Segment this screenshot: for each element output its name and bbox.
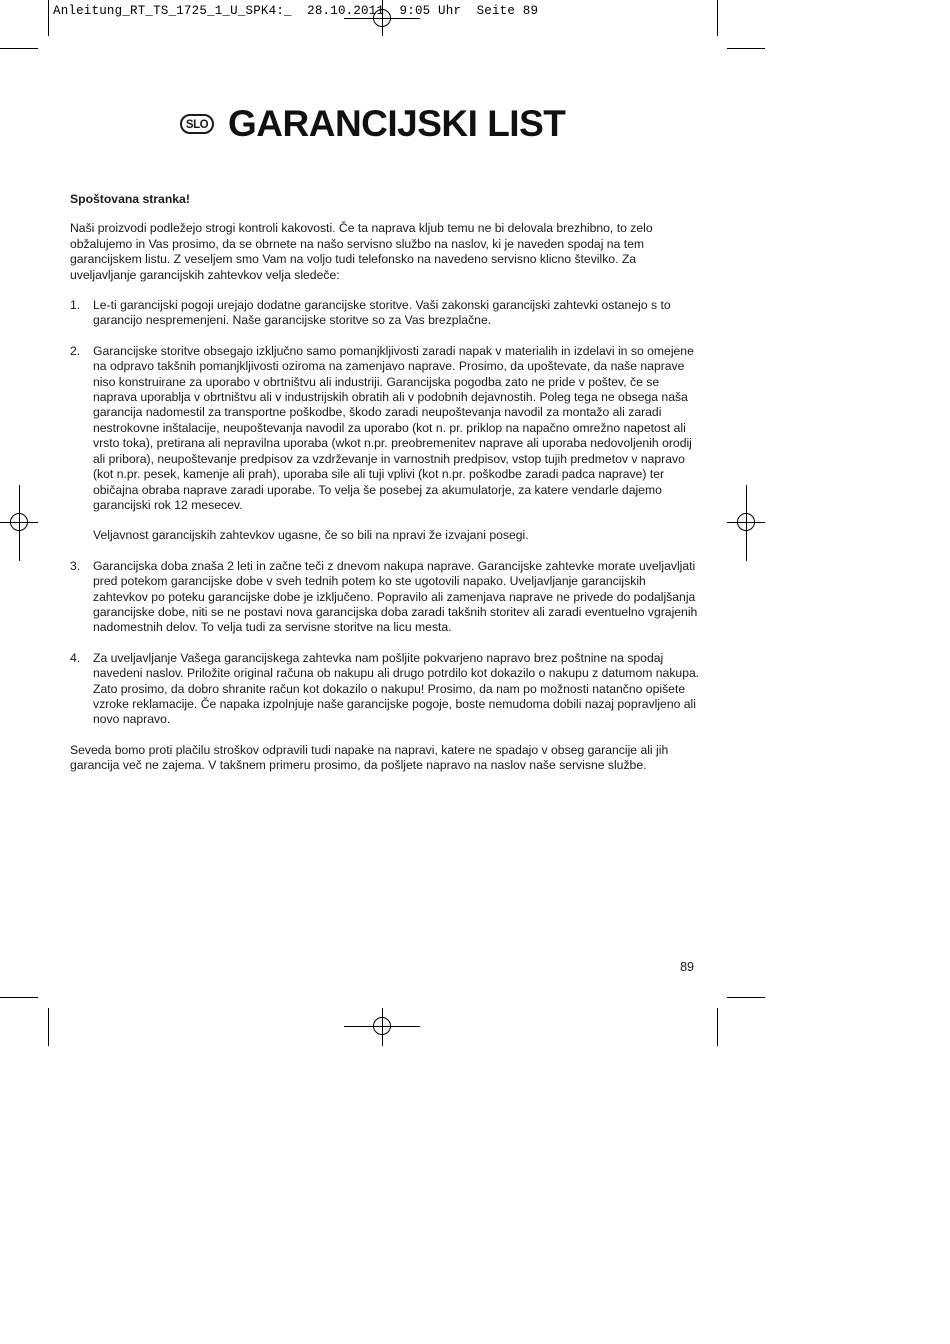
list-item: [70, 298, 702, 329]
registration-circle: [373, 1017, 391, 1035]
crop-mark: [48, 1008, 49, 1046]
crop-mark: [48, 0, 49, 36]
list-item: [70, 344, 702, 544]
list-item-number: 4.: [70, 650, 81, 665]
greeting: Spoštovana stranka!: [70, 192, 190, 206]
crop-mark: [717, 0, 718, 36]
intro-paragraph: Naši proizvodi podležejo strogi kontroli kakovosti. Če ta naprava kljub temu ne bi delovala brezhibno, to zelo obžalujemo in Vas prosimo, da se obrnete na našo servisno službo na naslov, ki je naveden spodaj na tem garancijskem listu. Z veseljem smo Vam na voljo tudi telefonsko na navedeno servisno klicno številko. Za uveljavljanje garancijskih zahtevkov velja sledeče:: [70, 221, 653, 282]
list-item-text: Le-ti garancijski pogoji urejajo dodatne garancijske storitve. Vaši zakonski garancijski zahtevki ostanejo s to garancijo nespremenjeni. Naše garancijske storitve so za Vas brezplačne.: [93, 298, 671, 328]
page-number: 89: [680, 960, 694, 974]
warranty-terms-list: [70, 298, 702, 728]
crop-mark: [717, 1008, 718, 1046]
list-item: [70, 651, 702, 728]
closing-paragraph: Seveda bomo proti plačilu stroškov odpravili tudi napake na napravi, katere ne spadajo v obseg garancije ali jih garancija več ne zajema. V takšnem primeru prosimo, da pošljete napravo na naslov naše servisne službe.: [70, 742, 669, 773]
warranty-content: [70, 192, 702, 774]
registration-circle: [737, 513, 755, 531]
list-item-text: Garancijske storitve obsegajo izključno samo pomanjkljivosti zaradi napak v materialih in izdelavi in so omejene na odpravo takšnih pomanjkljivosti oziroma na zamenjavo naprave. Prosimo, da upoštevate, da naše naprave niso konstruirane za uporabo v obrtništvu ali industriji. Garancijska pogodba zato ne pride v poštev, če se naprava uporablja v obrtništvu ali v industrijskih obratih ali v podobnih dejavnostih. Poleg tega ne obsega naša garancija nadomestil za transportne poškodbe, škodo zaradi neupoštevanja navodil za montažo ali zaradi nestrokovne inštalacije, neupoštevanja navodil za uporabo (kot n. pr. priklop na napačno omrežno napetost ali vrsto toka), pretirana ali nepravilna uporaba (wkot n.pr. preobremenitev naprave ali uporaba nedovoljenih orodij ali pribora), neupoštevanje predpisov za vzdrževanje in varnostnih predpisov, vstop tujih predmetov v napravo (kot n.pr. pesek, kamenje ali prah), uporaba sile ali tuji vplivi (kot n.pr. poškodbe zaradi padca naprave) ter običajna obraba naprave zaradi uporabe. To velja še posebej za akumulatorje, za katere vendarle dajemo garancijski rok 12 mesecev.: [93, 343, 694, 512]
language-badge: SLO: [180, 114, 214, 134]
list-item-number: 3.: [70, 558, 81, 573]
registration-circle: [10, 513, 28, 531]
crop-mark: [0, 48, 38, 49]
page-title-block: [180, 102, 565, 146]
list-item-text: Garancijska doba znaša 2 leti in začne teči z dnevom nakupa naprave. Garancijske zahtevke morate uveljavljati pred potekom garancijske dobe v sveh tednih potem ko ste ugotovili napako. Uveljavljanje garancijskih zahtevkov po poteku garancijske dobe je izključeno. Popravilo ali zamenjava naprave ne privede do podaljšanja garancijske dobe, niti se ne postavi nova garancijska doba zaradi takšnih storitev ali zaradi eventuelno vgrajenih nadomestnih delov. To velja tudi za servisne storitve na licu mesta.: [93, 558, 698, 635]
page-title: GARANCIJSKI LIST: [228, 103, 566, 144]
list-item: [70, 559, 702, 636]
list-item-number: 2.: [70, 343, 81, 358]
list-item-subtext: Veljavnost garancijskih zahtevkov ugasne, če so bili na npravi že izvajani posegi.: [93, 528, 529, 543]
crop-mark: [727, 997, 765, 998]
print-slug: Anleitung_RT_TS_1725_1_U_SPK4:_ 28.10.2011 9:05 Uhr Seite 89: [53, 4, 539, 18]
crop-mark: [727, 48, 765, 49]
list-item-text: Za uveljavljanje Vašega garancijskega zahtevka nam pošljite pokvarjeno napravo brez poštnine na spodaj navedeni naslov. Priložite original računa ob nakupu ali drugo potrdilo kot dokazilo o nakupu z datumom nakupa. Zato prosimo, da dobro shranite račun kot dokazilo o nakupu! Prosimo, da nam po možnosti natančno opišete vzroke reklamacije. Če napaka izpolnjuje naše garancijske pogoje, boste nemudoma dobili nazaj popravljeno ali novo napravo.: [93, 650, 700, 727]
crop-mark: [0, 997, 38, 998]
list-item-number: 1.: [70, 298, 81, 313]
